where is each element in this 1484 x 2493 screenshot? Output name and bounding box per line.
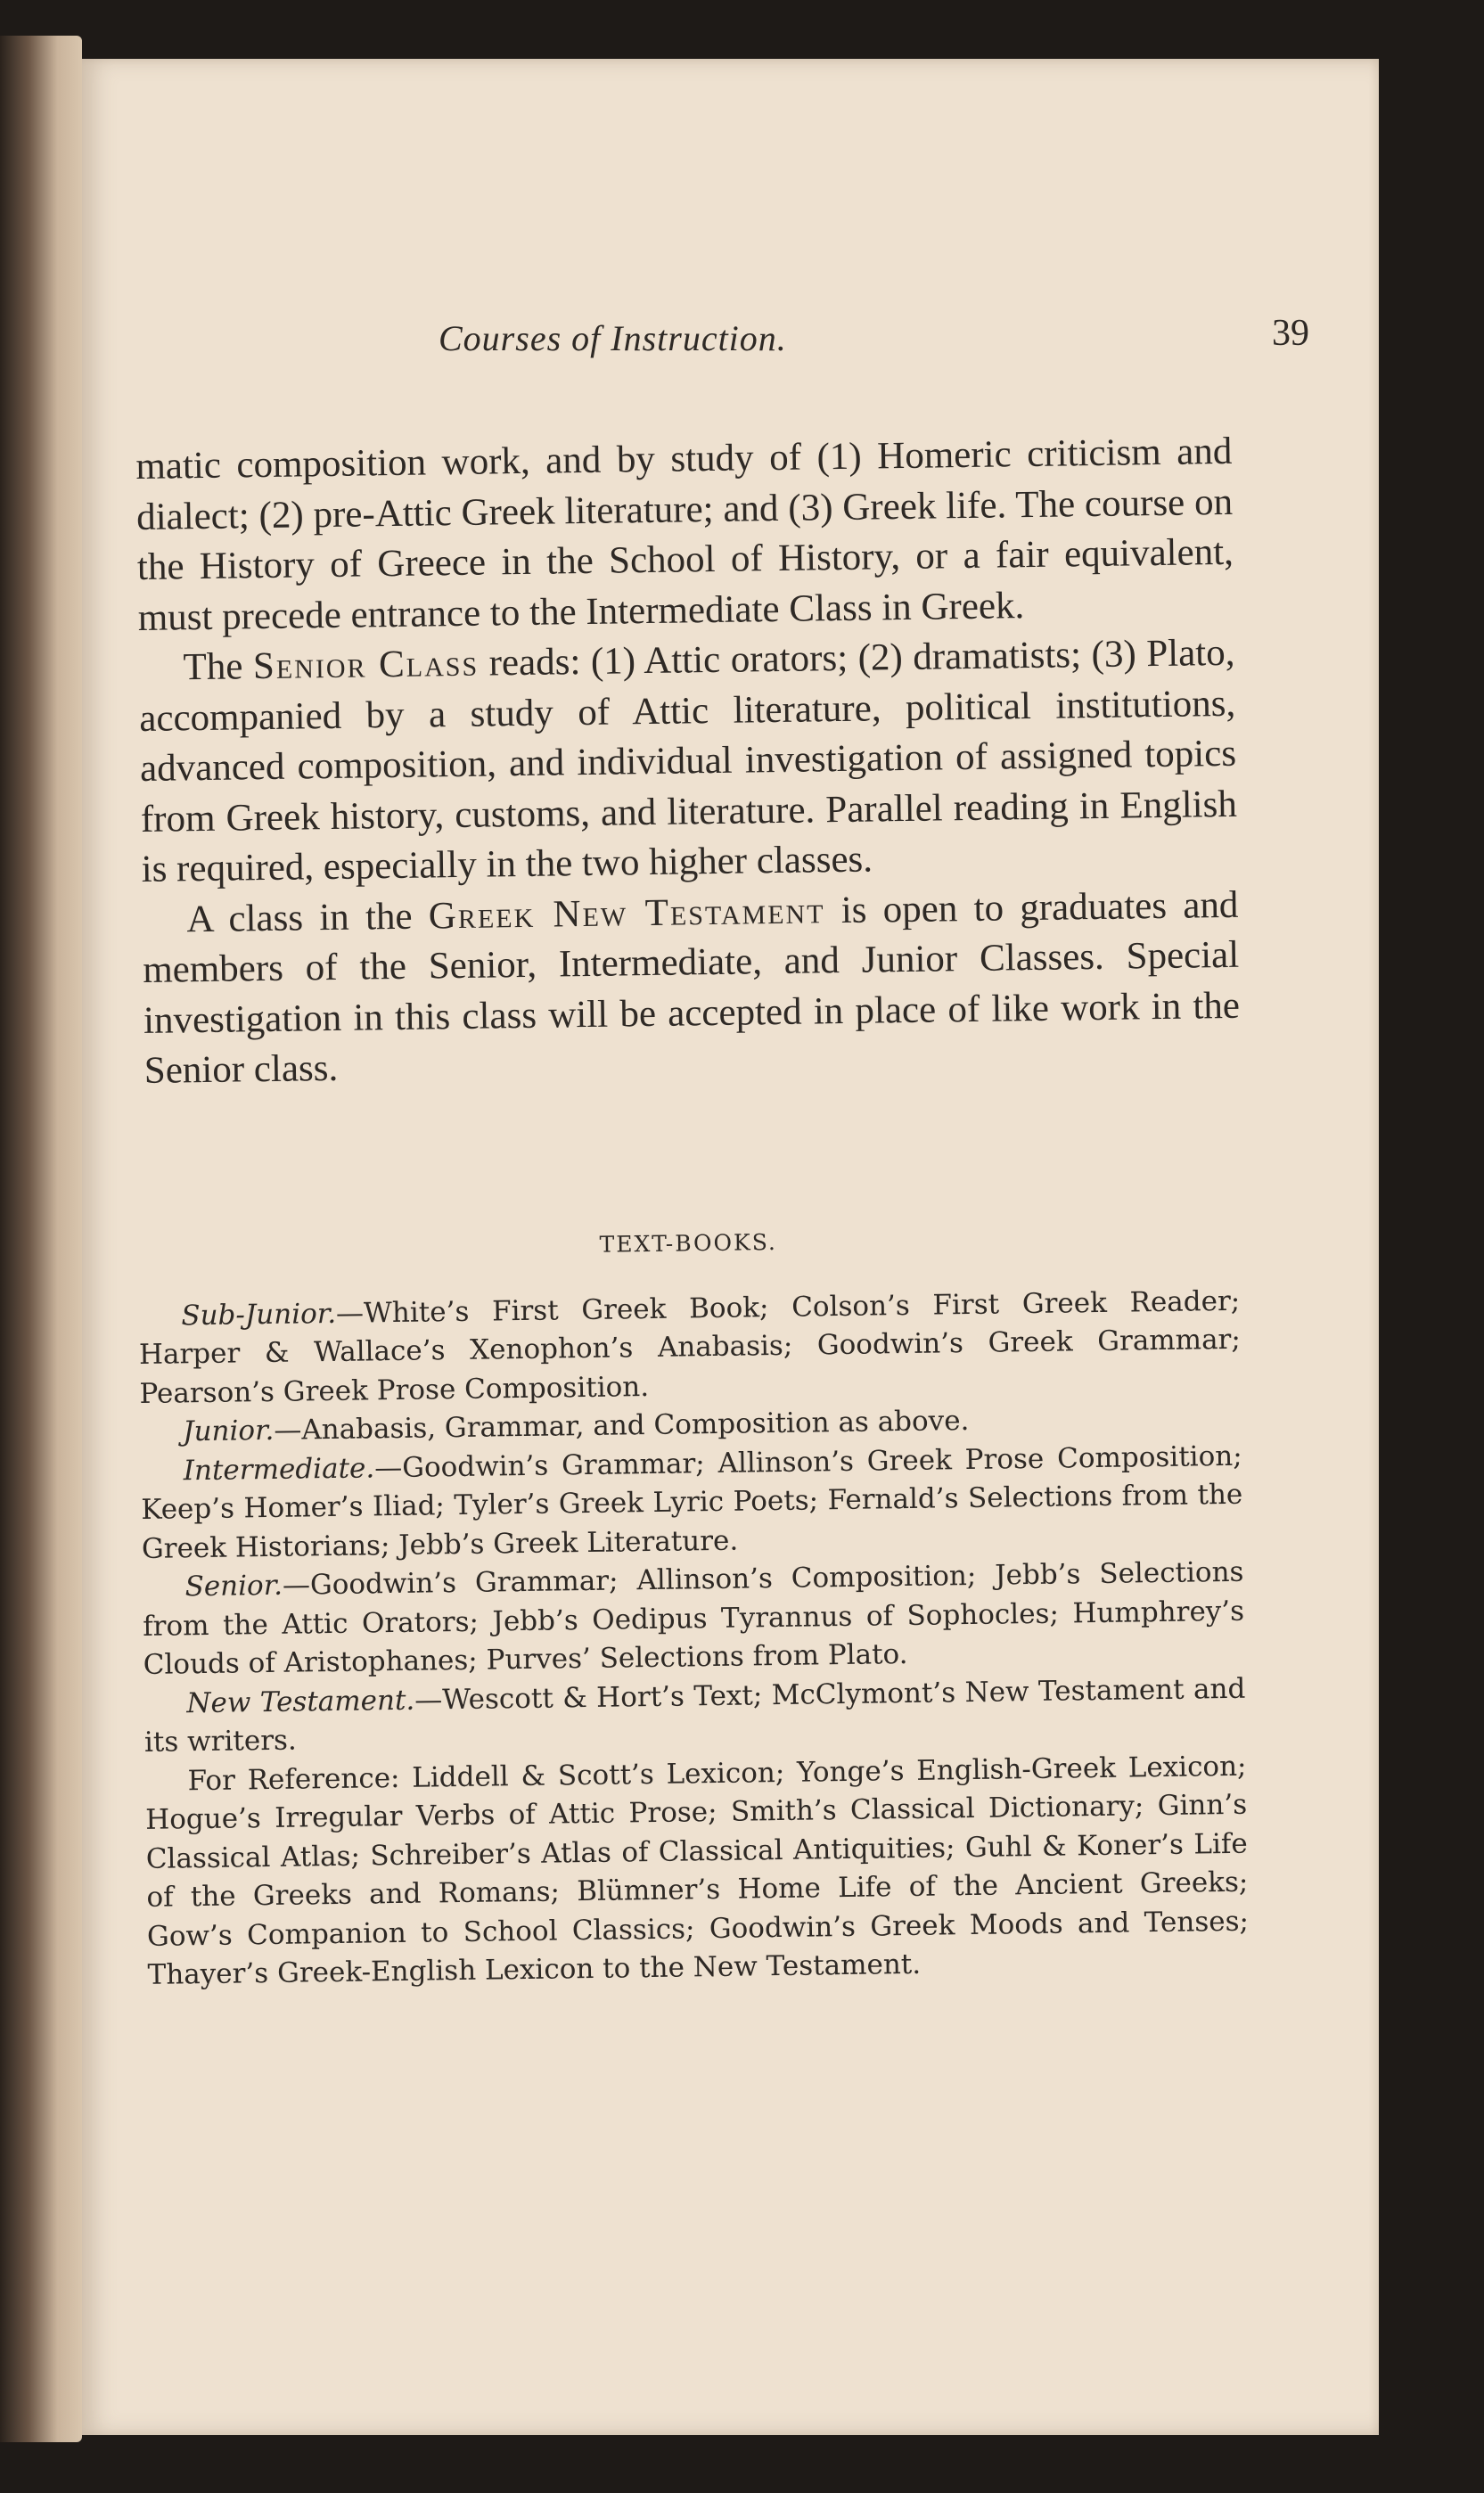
textbook-entry (140, 1437, 1243, 1569)
paragraph-1: matic composition work, and by study of (1) Homeric criticism and dialect; (2) pre-Attic Greek literature; and (3) Greek life. The course on the History of Greece in the School of History, or a fair equivalent, must precede entrance to the Intermediate Class in Greek. (135, 430, 1234, 639)
running-title: Courses of Instruction. (439, 318, 787, 358)
paragraph-2-start: The (183, 645, 243, 689)
entry-label: Sub-Junior. (181, 1297, 337, 1332)
entry-text: —Goodwin’s Grammar; Allinson’s Greek Prose Composition; Keep’s Homer’s Iliad; Tyler’s Greek Lyric Poets; Fernald’s Selections from the Greek Historians; Jebb’s Greek Literature. (141, 1439, 1243, 1565)
book-edge (0, 36, 82, 2442)
paragraph-3-rest: is open to graduates and members of the Senior, Intermediate, and Junior Classes. Special investigation in this class will be accepted in place of like work in the Senior class. (142, 883, 1241, 1092)
entry-label: Junior. (182, 1414, 275, 1448)
running-head (82, 313, 1379, 371)
entry-text: —Anabasis, Grammar, and Composition as above. (274, 1404, 970, 1447)
entry-text: —White’s First Greek Book; Colson’s First Greek Reader; Harper & Wallace’s Xenophon’s Anabasis; Goodwin’s Greek Grammar; Pearson’s Greek Prose Composition. (138, 1284, 1242, 1410)
paragraph-2 (138, 628, 1238, 896)
textbook-entry (142, 1554, 1245, 1685)
body-text (135, 427, 1241, 1097)
textbooks-section (137, 1217, 1250, 1996)
entry-text: —Goodwin’s Grammar; Allinson’s Composition; Jebb’s Selections from the Attic Orators; Jebb’s Oedipus Tyrannus of Sophocles; Humphrey’s Clouds of Aristophanes; Purves’ Selections from Plato. (142, 1555, 1245, 1681)
greek-new-testament-term: Greek New Testament (428, 889, 825, 937)
entry-text: —Wescott & Hort’s Text; McClymont’s New Testament and its writers. (143, 1672, 1246, 1759)
paragraph-2-rest: reads: (1) Attic orators; (2) dramatists; (3) Plato, accompanied by a study of Attic literature, political institutions, advanced composition, and individual investigation of assigned topics from Greek history, customs, and literature. Parallel reading in English is required, especially in the two higher classes. (139, 631, 1238, 890)
book-page (82, 59, 1379, 2435)
textbook-entry (138, 1282, 1242, 1414)
paragraph-3-start: A class in the (186, 895, 413, 940)
textbooks-heading: TEXT-BOOKS. (599, 1228, 778, 1258)
reference-entry (144, 1747, 1250, 1995)
senior-class-term: Senior Class (252, 642, 480, 688)
page-number: 39 (1272, 313, 1309, 354)
entry-label: Senior. (184, 1569, 283, 1603)
entry-label: New Testament. (186, 1684, 415, 1719)
entry-text: For Reference: Liddell & Scott’s Lexicon; Yonge’s English-Greek Lexicon; Hogue’s Irregular Verbs of Attic Prose; Smith’s Classical Dictionary; Ginn’s Classical Atlas; Schreiber’s Atlas of Classical Antiquities; Guhl & Koner’s Life of the Greeks and Romans; Blümner’s Home Life of the Ancient Greeks; Gow’s Companion to School Classics; Goodwin’s Greek Moods and Tenses; Thayer’s Greek-English Lexicon to the New Testament. (144, 1750, 1250, 1991)
entry-label: Intermediate. (183, 1451, 375, 1487)
paragraph-3 (142, 880, 1241, 1096)
